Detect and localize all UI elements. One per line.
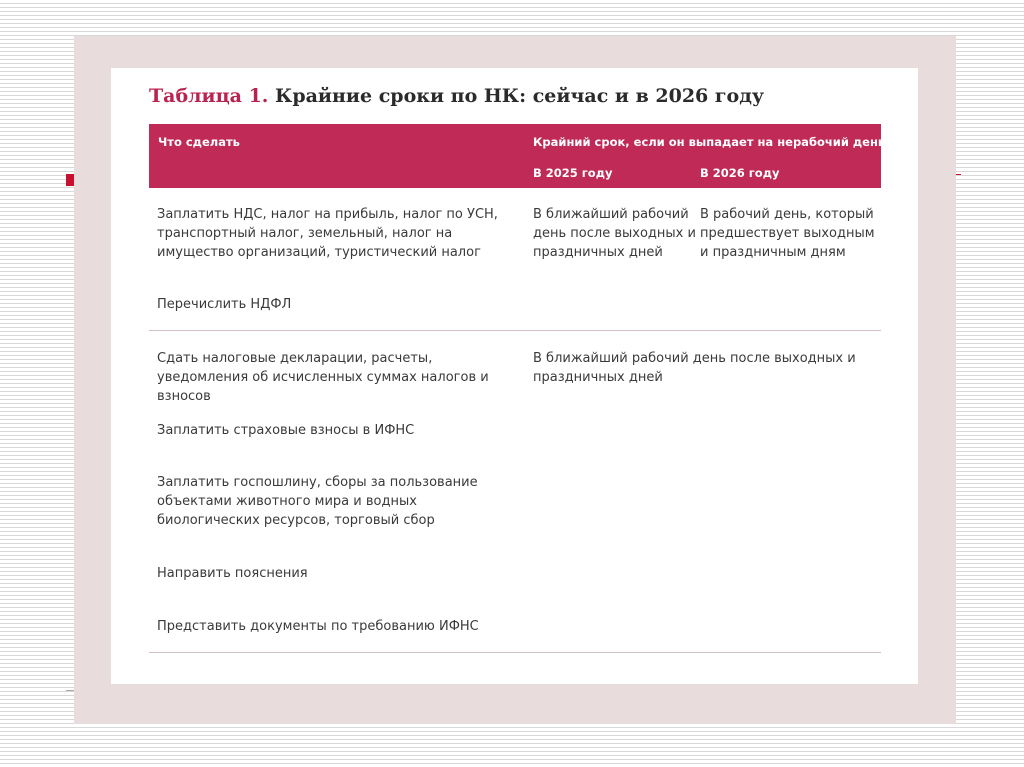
table-header bbox=[149, 124, 886, 188]
task-cell: Заплатить НДС, налог на прибыль, налог по УСН, транспортный налог, земельный, налог на имущество организаций, туристический налог bbox=[157, 207, 498, 260]
table-title-prefix: Таблица 1. bbox=[149, 85, 269, 107]
deadline-both-years-cell: В ближайший рабочий день после выходных и праздничных дней bbox=[533, 351, 856, 385]
task-cell: Заплатить страховые взносы в ИФНС bbox=[157, 423, 415, 438]
task-cell: Заплатить госпошлину, сборы за пользование объектами животного мира и водных биологических ресурсов, торговый сбор bbox=[157, 475, 478, 528]
table-title bbox=[149, 85, 764, 107]
task-cell: Перечислить НДФЛ bbox=[157, 297, 292, 312]
header-year-2026: В 2026 году bbox=[700, 166, 780, 180]
header-what-to-do: Что сделать bbox=[158, 135, 240, 149]
header-year-2025: В 2025 году bbox=[533, 166, 613, 180]
task-cell: Представить документы по требованию ИФНС bbox=[157, 619, 479, 634]
deadline-2025-cell: В ближайший рабочий день после выходных и праздничных дней bbox=[533, 207, 696, 260]
row-divider bbox=[149, 330, 881, 331]
slide-bullet-marker bbox=[66, 174, 74, 186]
table-bottom-divider bbox=[149, 652, 881, 653]
document-image bbox=[111, 68, 918, 684]
deadline-2026-cell: В рабочий день, который предшествует выходным и праздничным дням bbox=[700, 207, 875, 260]
table-title-text: Крайние сроки по НК: сейчас и в 2026 году bbox=[268, 85, 765, 107]
header-deadline: Крайний срок, если он выпадает на нерабочий день bbox=[533, 135, 886, 149]
task-cell: Направить пояснения bbox=[157, 566, 308, 581]
task-cell: Сдать налоговые декларации, расчеты, уведомления об исчисленных суммах налогов и взносов bbox=[157, 351, 489, 404]
